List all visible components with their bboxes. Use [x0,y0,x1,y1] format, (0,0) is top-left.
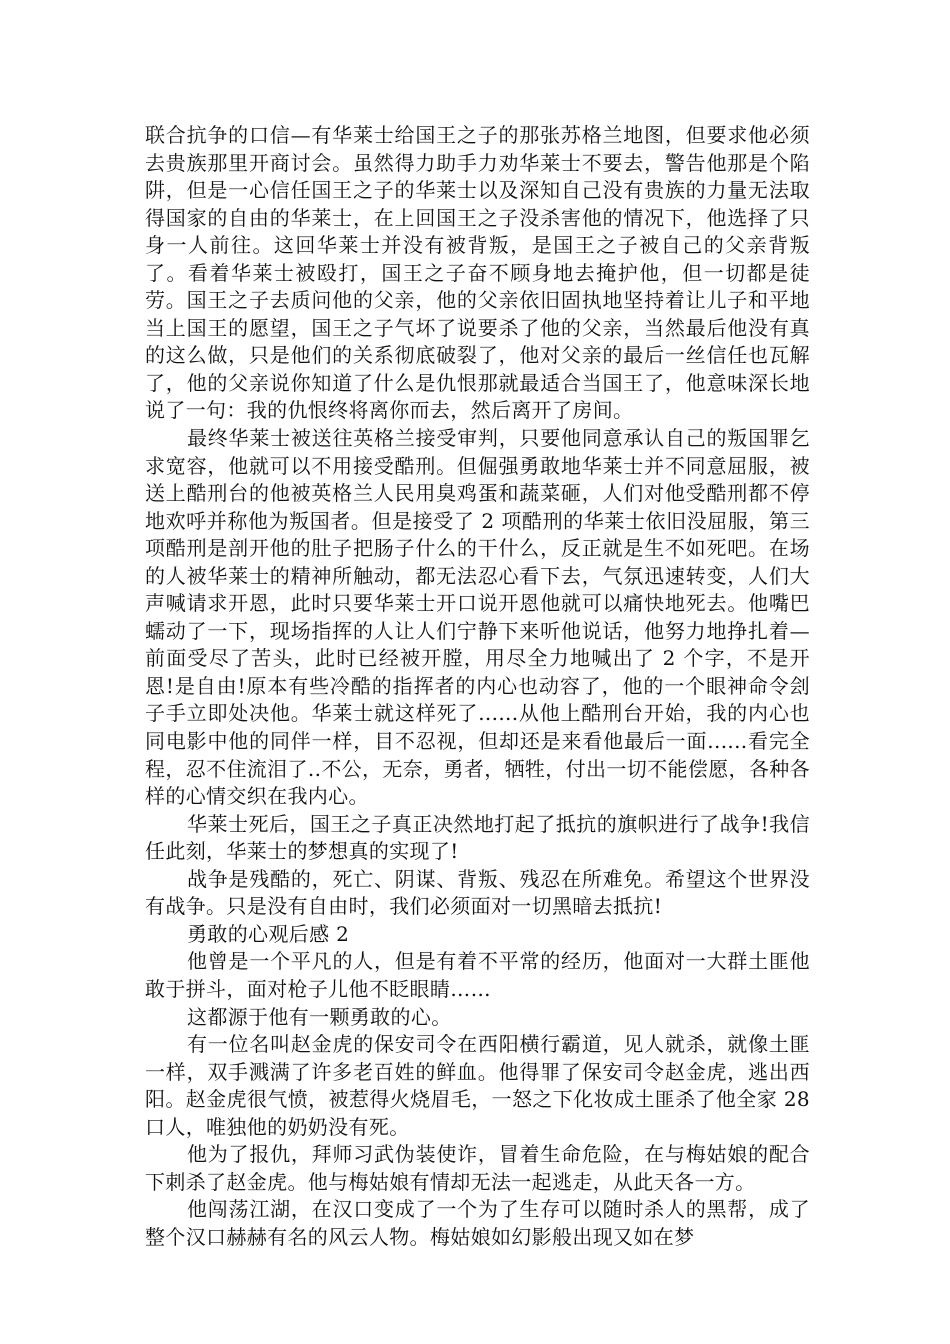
paragraph-8: 有一位名叫赵金虎的保安司令在西阳横行霸道，见人就杀，就像土匪一样，双手溅满了许多老百姓的鲜血。他得罪了保安司令赵金虎，逃出西阳。赵金虎很气愤，被惹得火烧眉毛，一怒之下化妆成土匪杀了他全家 28 口人，唯独他的奶奶没有死。 [145,1032,817,1139]
paragraph-1: 联合抗争的口信—有华莱士给国王之子的那张苏格兰地图，但要求他必须去贵族那里开商讨会。虽然得力助手力劝华莱士不要去，警告他那是个陷阱，但是一心信任国王之子的华莱士以及深知自己没有贵族的力量无法取得国家的自由的华莱士，在上回国王之子没杀害他的情况下，他选择了只身一人前往。这回华莱士并没有被背叛，是国王之子被自己的父亲背叛了。看着华莱士被殴打，国王之子奋不顾身地去掩护他，但一切都是徒劳。国王之子去质问他的父亲，他的父亲依旧固执地坚持着让儿子和平地当上国王的愿望，国王之子气坏了说要杀了他的父亲，当然最后他没有真的这么做，只是他们的关系彻底破裂了，他对父亲的最后一丝信任也瓦解了，他的父亲说你知道了什么是仇恨那就最适合当国王了，他意味深长地说了一句：我的仇恨终将离你而去，然后离开了房间。 [145,123,810,423]
section-heading: 勇敢的心观后感 2 [187,921,350,946]
paragraph-7: 这都源于他有一颗勇敢的心。 [187,1004,452,1029]
paragraph-10: 他闯荡江湖，在汉口变成了一个为了生存可以随时杀人的黑帮，成了整个汉口赫赫有名的风云人物。梅姑娘如幻影般出现又如在梦 [145,1197,810,1249]
paragraph-6: 他曾是一个平凡的人，但是有着不平常的经历，他面对一大群土匪他敢于拼斗，面对枪子儿他不眨眼睛…… [145,949,810,1001]
document-body [145,122,817,1251]
paragraph-4: 战争是残酷的，死亡、阴谋、背叛、残忍在所难免。希望这个世界没有战争。只是没有自由时，我们必须面对一切黑暗去抵抗! [145,866,810,919]
paragraph-9: 他为了报仇，拜师习武伪装使诈，冒着生命危险，在与梅姑娘的配合下刺杀了赵金虎。他与梅姑娘有情却无法一起逃走，从此天各一方。 [145,1142,810,1194]
paragraph-3: 华莱士死后，国王之子真正决然地打起了抵抗的旗帜进行了战争!我信任此刻，华莱士的梦想真的实现了! [145,811,810,864]
paragraph-2: 最终华莱士被送往英格兰接受审判，只要他同意承认自己的叛国罪乞求宽容，他就可以不用接受酷刑。但倔强勇敢地华莱士并不同意屈服，被送上酷刑台的他被英格兰人民用臭鸡蛋和蔬菜砸，人们对他受酷刑都不停地欢呼并称他为叛国者。但是接受了 2 项酷刑的华莱士依旧没屈服，第三项酷刑是剖开他的肚子把肠子什么的干什么，反正就是生不如死吧。在场的人被华莱士的精神所触动，都无法忍心看下去，气氛迅速转变，人们大声喊请求开恩，此时只要华莱士开口说开恩他就可以痛快地死去。他嘴巴蠕动了一下，现场指挥的人让人们宁静下来听他说话，他努力地挣扎着—前面受尽了苦头，此时已经被开膛，用尽全力地喊出了 2 个字，不是开恩!是自由!原本有些冷酷的指挥者的内心也动容了，他的一个眼神命令刽子手立即处决他。华莱士就这样死了......从他上酷刑台开始，我的内心也同电影中他的同伴一样，目不忍视，但却还是来看他最后一面......看完全程，忍不住流泪了..不公，无奈，勇者，牺牲，付出一切不能偿愿，各种各样的心情交织在我内心。 [145,426,810,809]
